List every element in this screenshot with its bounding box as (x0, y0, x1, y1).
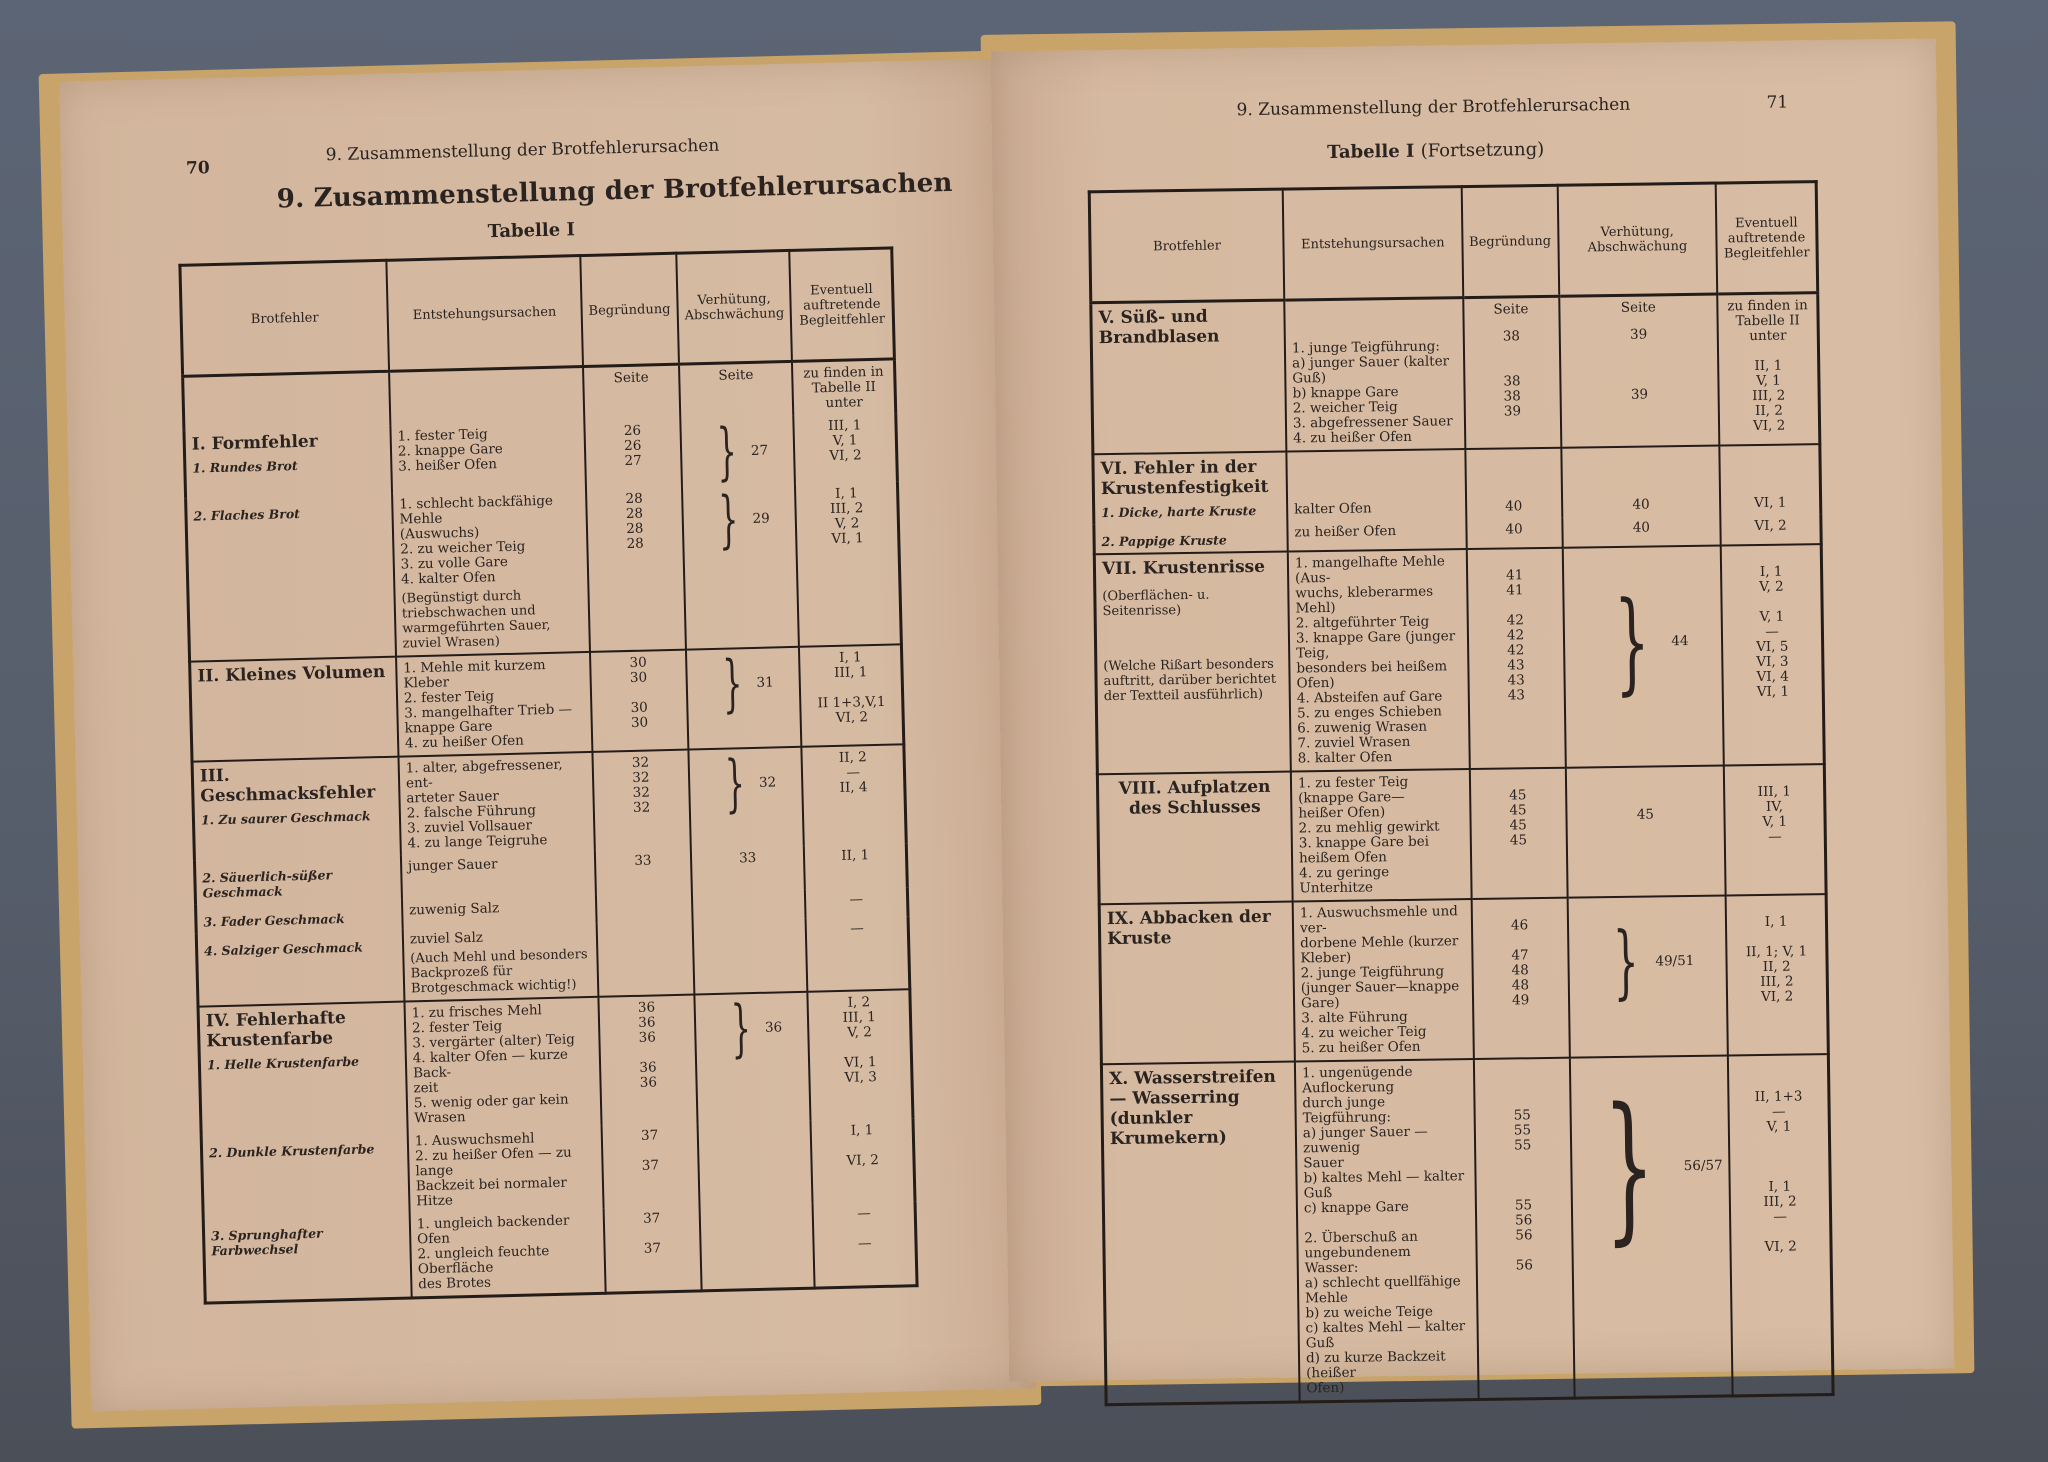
table-title: Tabelle I (487, 219, 576, 243)
begruendung-cell: 40 (1465, 448, 1562, 519)
verhuetung-cell: 32 (758, 773, 777, 791)
subcategory-label: 3. Fader Geschmack (203, 911, 345, 930)
category-label: VIII. Aufplatzen des Schlusses (1118, 776, 1271, 819)
col-header-begleitfehler: Eventuell auftretende Begleitfehler (1716, 182, 1818, 294)
verhuetung-cell: 36 (764, 1018, 783, 1036)
begleit-cell: III, 1 V, 1 VI, 2 (794, 413, 898, 483)
begleit-cell: I, 1 VI, 2 (811, 1118, 915, 1203)
brace-icon: } (730, 991, 753, 1065)
verhuetung-cell: 49/51 (1655, 952, 1695, 969)
unit-seite: Seite (1620, 299, 1656, 316)
begruendung-cell: 36 36 36 36 36 (598, 994, 697, 1125)
begleit-cell: I, 2 III, 1 V, 2 VI, 1 VI, 3 (808, 989, 913, 1120)
category-label: IV. Fehlerhafte Krustenfarbe (205, 1008, 347, 1052)
begleit-cell: I, 1 III, 1 II 1+3,V,1 VI, 2 (799, 644, 903, 746)
begleit-cell: II, 1 (804, 843, 907, 889)
subcategory-label: 4. Salziger Geschmack (203, 939, 364, 959)
begleit-cell: VI, 1 (1720, 444, 1821, 515)
col-header-entstehungsursachen: Entstehungsursachen (1283, 187, 1463, 300)
causes-cell: 1. schlecht backfähige Mehle (Auswuchs) 2. zu weicher Teig 3. zu volle Gare 4. kalter Ofen (399, 492, 554, 588)
causes-cell: 1. Mehle mit kurzem Kleber 2. fester Teig 3. mangelhafter Trieb — knappe Gare 4. zu heißer Ofen (396, 652, 592, 757)
category-label: III. Geschmacksfehler (199, 765, 376, 807)
begruendung-cell: 41 41 42 42 42 43 43 43 (1466, 548, 1565, 769)
causes-cell: junger Sauer (401, 851, 596, 900)
verhuetung-cell: 45 (1565, 765, 1726, 897)
table-row-blasen (1091, 293, 1820, 455)
note-text: (Welche Rißart besonders auftritt, darüber berichtet der Textteil ausführlich) (1103, 656, 1277, 705)
causes-cell: 1. fester Teig 2. knappe Gare 3. heißer Ofen (390, 421, 586, 494)
verhuetung-cell: 40 (1562, 516, 1721, 548)
unit-seite: Seite (679, 361, 794, 418)
causes-cell: 1. Auswuchsmehl 2. zu heißer Ofen — zu lange Backzeit bei normaler Hitze (408, 1126, 604, 1214)
subcategory-label: 2. Säuerlich-süßer Geschmack (202, 867, 333, 901)
causes-cell: zu heißer Ofen (1287, 519, 1466, 551)
begruendung-cell: 32 32 32 32 (592, 750, 690, 851)
subcategory-label: 2. Flaches Brot (193, 505, 301, 524)
begleit-cell: — (806, 916, 910, 991)
table-row-aufplatzen (1097, 764, 1826, 904)
begleit-cell: II, 1 V, 1 III, 2 II, 2 VI, 2 (1752, 342, 1786, 435)
begleit-cell: II, 1+3 — V, 1 I, 1 III, 2 — VI, 2 (1728, 1054, 1833, 1396)
col-header-verhuetung: Verhütung, Abschwächung (1557, 183, 1717, 296)
table-title-main: Tabelle I (1327, 140, 1415, 163)
category-label: VII. Krustenrisse (1101, 556, 1266, 580)
verhuetung-cell: 44 (1671, 632, 1689, 649)
unit-tabelle-ii: zu finden in Tabelle II unter (1727, 297, 1808, 345)
subcategory-label: 1. Helle Krustenfarbe (206, 1053, 360, 1073)
right-page (991, 38, 1954, 1397)
verhuetung-cell: 27 (750, 442, 769, 459)
causes-cell: 1. zu fester Teig (knappe Gare— heißer Ofen) 2. zu mehlig gewirkt 3. knappe Gare bei heißem Ofen 4. zu geringe Unterhitze (1291, 769, 1471, 901)
left-page (59, 59, 1036, 1412)
begleit-cell: I, 1 V, 2 V, 1 — VI, 5 VI, 3 VI, 4 VI, 1 (1721, 544, 1824, 765)
causes-cell: zuwenig Salz (402, 895, 597, 929)
page-number: 71 (1766, 92, 1789, 113)
note-text: (Auch Mehl und besonders Backprozeß für Brotgeschmack wichtig!) (410, 947, 588, 997)
table-row-krustenfestigkeit (1093, 444, 1821, 524)
begruendung-cell: 37 37 (601, 1123, 699, 1208)
verhuetung-cell: 39 39 (1629, 326, 1649, 403)
causes-cell: zuviel Salz (409, 929, 484, 948)
begleit-cell: — — (813, 1201, 917, 1288)
brace-icon: } (722, 646, 744, 720)
begruendung-cell: 45 45 45 45 (1469, 768, 1567, 899)
col-header-entstehungsursachen: Entstehungsursachen (386, 256, 583, 372)
running-head: 9. Zusammenstellung der Brotfehlerursachen (1236, 94, 1631, 121)
verhuetung-cell: 33 (691, 846, 806, 893)
category-label: IX. Abbacken der Kruste (1106, 906, 1271, 950)
table-row-geschmacksfehler (192, 744, 906, 860)
category-label: X. Wasserstreifen — Wasserring (dunkler Krumekern) (1108, 1066, 1276, 1150)
begleit-cell: — (805, 887, 908, 918)
subcategory-label: 1. Zu saurer Geschmack (200, 808, 371, 828)
begruendung-cell: 37 37 (603, 1206, 701, 1293)
table-row-krustenrisse (1094, 544, 1824, 774)
table-row-wasserstreifen (1101, 1054, 1833, 1405)
category-label: I. Formfehler (191, 431, 318, 455)
bread-defects-table-continued (1088, 180, 1835, 1406)
table-row-abbacken (1099, 894, 1828, 1064)
causes-cell: 1. junge Teigführung: a) junger Sauer (kalter Guß) b) knappe Gare 2. weicher Teig 3. abgefressener Sauer 4. zu heißer Ofen (1284, 298, 1465, 452)
col-header-begruendung: Begründung (1461, 185, 1558, 297)
begruendung-cell: 28 28 28 28 (586, 487, 686, 652)
verhuetung-cell: 40 (1561, 446, 1721, 518)
begruendung-cell: 30 30 30 30 (590, 650, 688, 752)
begruendung-cell: 40 (1466, 518, 1562, 549)
subcategory-label: 1. Rundes Brot (192, 458, 298, 476)
bread-defects-table (178, 246, 918, 1304)
col-header-begleitfehler: Eventuell auftretende Begleitfehler (790, 248, 895, 361)
brace-icon: } (724, 746, 747, 820)
brace-icon: } (718, 482, 740, 556)
table-row-krustenfarbe (198, 989, 913, 1135)
causes-cell: kalter Ofen (1286, 449, 1466, 521)
category-label: V. Süß- und Brandblasen (1098, 306, 1220, 349)
subcategory-label: 2. Dunkle Krustenfarbe (208, 1141, 375, 1161)
begruendung-cell: 26 26 27 (584, 419, 682, 489)
unit-seite: Seite (583, 364, 680, 421)
col-header-brotfehler: Brotfehler (1089, 189, 1284, 303)
verhuetung-cell: 56/57 (1683, 1157, 1723, 1174)
page-number: 70 (185, 158, 210, 179)
begleit-cell: I, 1 II, 1; V, 1 II, 2 III, 2 VI, 2 (1726, 894, 1828, 1055)
note-text: (Begünstigt durch triebschwachen und warmgeführten Sauer, zuviel Wrasen) (401, 588, 551, 652)
verhuetung-cell: 29 (752, 510, 770, 527)
table-title-suffix: (Fortsetzung) (1420, 138, 1545, 162)
causes-cell: 1. ungleich backender Ofen 2. ungleich feuchte Oberfläche des Brotes (410, 1209, 606, 1298)
unit-tabelle-ii: zu finden in Tabelle II unter (792, 359, 895, 416)
begleit-cell: I, 1 III, 2 V, 2 VI, 1 (795, 481, 901, 646)
unit-seite: Seite (1493, 301, 1529, 318)
causes-cell: 1. alter, abgefressener, ent- arteter Sauer 2. falsche Führung 3. zuviel Vollsauer 4. zu lange Teigruhe (398, 752, 594, 856)
table-row-farbwechsel (203, 1201, 917, 1303)
brace-icon: } (1613, 577, 1651, 706)
causes-cell: 1. zu frisches Mehl 2. fester Teig 3. vergärter (alter) Teig 4. kalter Ofen — kurze Back- zeit 5. wenig oder gar kein Wrasen (404, 997, 601, 1131)
begruendung-cell: 46 47 48 48 49 (1471, 898, 1569, 1059)
col-header-begruendung: Begründung (580, 253, 679, 366)
verhuetung-cell: 31 (756, 673, 774, 691)
col-header-verhuetung: Verhütung, Abschwächung (676, 250, 792, 364)
begleit-cell: II, 2 — II, 4 (802, 744, 906, 845)
table-row-flaches-brot (186, 481, 902, 661)
subcategory-label: 2. Pappige Kruste (1101, 532, 1227, 550)
table-title (1327, 139, 1544, 163)
subcategory-label: 1. Dicke, harte Kruste (1101, 503, 1257, 521)
category-note: (Oberflächen- u. Seitenrisse) (1102, 587, 1210, 620)
category-label: VI. Fehler in der Krustenfestigkeit (1100, 456, 1269, 500)
causes-cell: 1. Auswuchsmehle und ver- dorbene Mehle (kurzer Kleber) 2. junge Teigführung (junger Sauer—knappe Gare) 3. alte Führung 4. zu weicher Teig 5. zu heißer Ofen (1293, 899, 1474, 1061)
begruendung-cell: 55 55 55 55 56 56 56 (1473, 1058, 1574, 1400)
category-label: II. Kleines Volumen (197, 661, 386, 687)
causes-cell: 1. mangelhafte Mehle (Aus- wuchs, kleberarmes Mehl) 2. altgeführter Teig 3. knappe Gare (junger Teig, besonders bei heißem Ofen) 4. Absteifen auf Gare 5. zu enges Schieben 6. zuwenig Wrasen 7. zuviel Wrasen 8. kalter Ofen (1288, 549, 1470, 771)
col-header-brotfehler: Brotfehler (180, 260, 389, 376)
begruendung-cell: 33 (595, 849, 692, 895)
brace-icon: } (1602, 1072, 1656, 1261)
causes-cell: 1. ungenügende Auflockerung durch junge Teigführung: a) junger Sauer — zuwenig Sauer b) kaltes Mehl — kalter Guß c) knappe Gare 2. Überschuß an ungebundenem Wasser: a) schlecht quellfähige Mehle b) zu weiche Teige c) kaltes Mehl — kalter Guß d) zu kurze Backzeit (heißer Ofen) (1295, 1059, 1478, 1402)
begruendung-cell: 38 38 38 39 (1502, 328, 1522, 420)
brace-icon: } (1612, 914, 1640, 1009)
brace-icon: } (716, 414, 738, 488)
table-row-kleines-volumen (190, 644, 904, 761)
begleit-cell: III, 1 IV, V, 1 — (1724, 764, 1826, 895)
subcategory-label: 3. Sprunghafter Farbwechsel (210, 1225, 323, 1259)
running-head: 9. Zusammenstellung der Brotfehlerursachen (325, 135, 720, 166)
page-title: 9. Zusammenstellung der Brotfehlerursachen (276, 167, 953, 215)
begleit-cell: VI, 2 (1721, 514, 1822, 545)
